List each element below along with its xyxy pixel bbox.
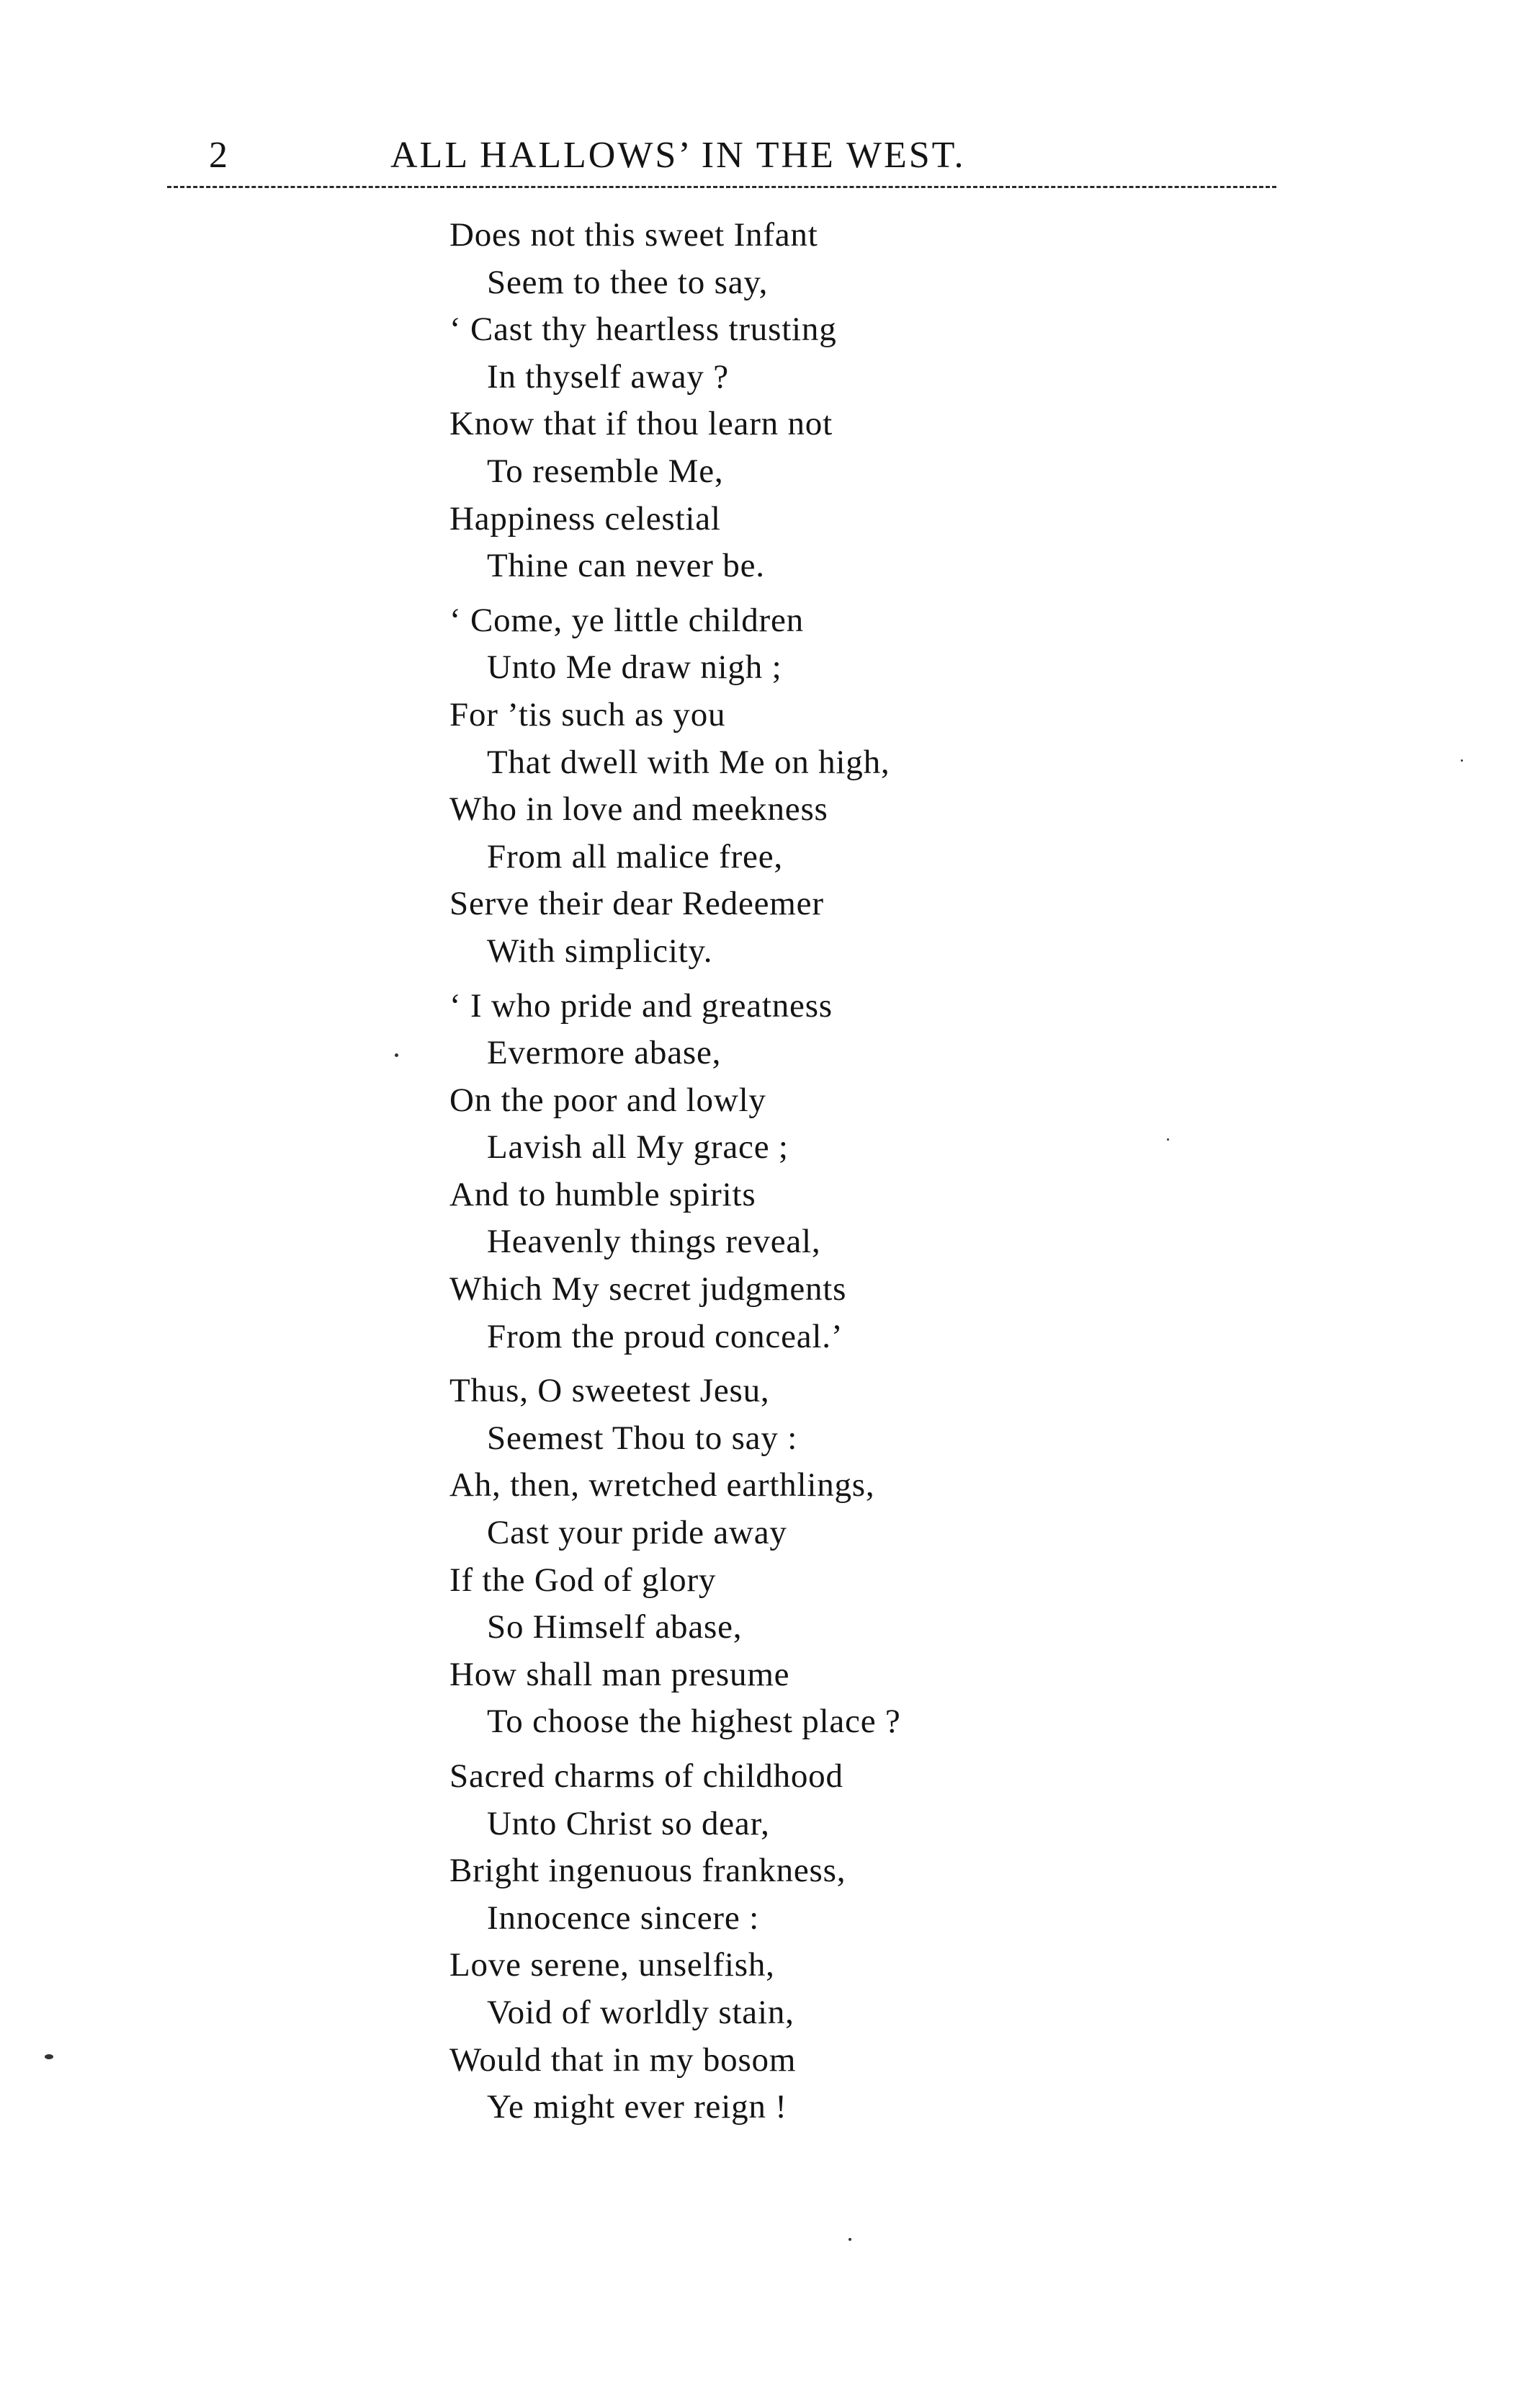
poem-line: Ah, then, wretched earthlings,: [449, 1466, 875, 1504]
poem-line: ‘ Cast thy heartless trusting: [449, 311, 837, 349]
poem-line: Void of worldly stain,: [487, 1993, 794, 2031]
poem-line: That dwell with Me on high,: [487, 743, 890, 781]
poem-line: To resemble Me,: [487, 452, 724, 490]
poem-line: Serve their dear Redeemer: [449, 885, 824, 923]
poem-line: Know that if thou learn not: [449, 405, 833, 443]
header-rule: [167, 186, 1276, 188]
poem-line: Does not this sweet Infant: [449, 216, 818, 254]
poem-line: To choose the highest place ?: [487, 1703, 901, 1741]
stanza-5: [449, 1753, 1314, 2131]
poem-line: Seemest Thou to say :: [487, 1419, 798, 1457]
poem-line: Unto Christ so dear,: [487, 1804, 770, 1842]
stanza-1: [449, 212, 1314, 590]
poem-line: Happiness celestial: [449, 499, 721, 538]
poem-line: Heavenly things reveal,: [487, 1223, 821, 1261]
poem-line: With simplicity.: [487, 932, 713, 970]
poem: [449, 212, 1314, 2139]
scan-speck: [849, 2238, 851, 2241]
poem-line: On the poor and lowly: [449, 1081, 766, 1119]
page-header: [167, 134, 1276, 199]
poem-line: Lavish all My grace ;: [487, 1128, 789, 1167]
page-number: 2: [209, 135, 228, 176]
poem-line: Who in love and meekness: [449, 790, 828, 829]
poem-line: And to humble spirits: [449, 1175, 756, 1213]
poem-line: Thus, O sweetest Jesu,: [449, 1372, 770, 1410]
poem-line: Cast your pride away: [487, 1514, 787, 1552]
poem-line: ‘ Come, ye little children: [449, 601, 804, 639]
poem-line: Evermore abase,: [487, 1034, 722, 1072]
running-title: ALL HALLOWS’ IN THE WEST.: [390, 135, 966, 176]
scan-speck: [1167, 1138, 1169, 1141]
poem-line: Sacred charms of childhood: [449, 1757, 843, 1795]
poem-line: Innocence sincere :: [487, 1899, 759, 1937]
poem-line: Unto Me draw nigh ;: [487, 648, 782, 687]
scan-speck: [1461, 759, 1463, 762]
poem-line: Love serene, unselfish,: [449, 1946, 775, 1984]
poem-line: Bright ingenuous frankness,: [449, 1852, 846, 1890]
poem-line: So Himself abase,: [487, 1608, 743, 1646]
poem-line: For ’tis such as you: [449, 695, 726, 733]
poem-line: How shall man presume: [449, 1655, 790, 1693]
poem-line: ‘ I who pride and greatness: [449, 986, 833, 1025]
poem-line: Ye might ever reign !: [487, 2088, 787, 2126]
scan-speck: [45, 2054, 53, 2059]
poem-line: If the God of glory: [449, 1561, 717, 1599]
stanza-4: [449, 1368, 1314, 1746]
poem-line: Thine can never be.: [487, 547, 765, 585]
poem-line: From the proud conceal.’: [487, 1317, 843, 1355]
poem-line: Seem to thee to say,: [487, 263, 769, 301]
scan-speck: [395, 1053, 398, 1057]
poem-line: Which My secret judgments: [449, 1270, 847, 1308]
poem-line: Would that in my bosom: [449, 2041, 797, 2079]
stanza-2: [449, 597, 1314, 976]
poem-line: In thyself away ?: [487, 357, 729, 396]
poem-line: From all malice free,: [487, 837, 783, 875]
stanza-3: [449, 983, 1314, 1361]
